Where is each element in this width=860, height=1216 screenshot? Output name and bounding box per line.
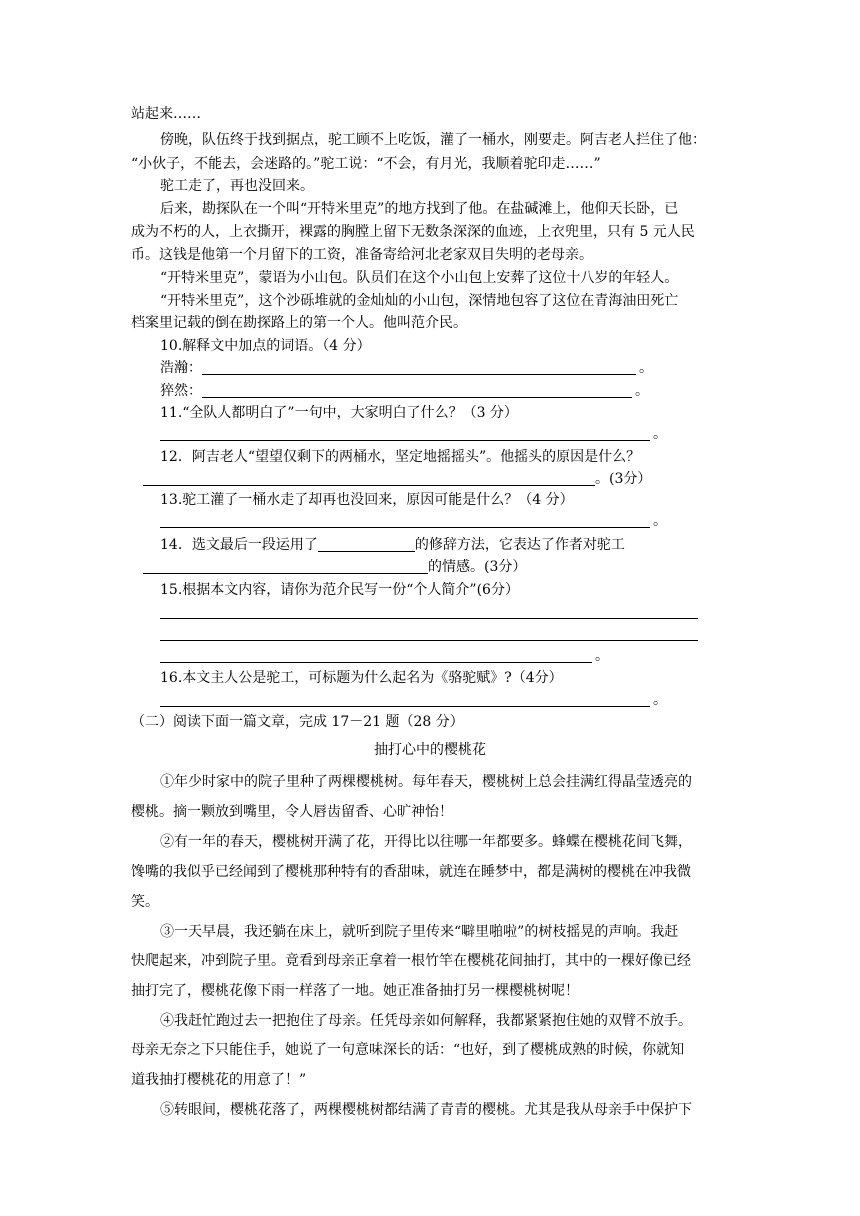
answer-blank[interactable] [160,692,650,707]
paragraph-line: 快爬起来，冲到院子里。竟看到母亲正拿着一根竹竿在樱桃花间抽打，其中的一棵好像已经 [131,953,691,969]
answer-blank[interactable] [143,559,428,574]
paragraph-line: 母亲无奈之下只能住手，她说了一句意味深长的话：“也好，到了樱桃成熟的时候，你就知 [131,1042,685,1058]
question-13: 13.驼工灌了一桶水走了却再也没回来，原因可能是什么？（4 分） [160,492,574,508]
question-15: 15.根据本文内容，请你为范介民写一份“个人简介”(6分） [160,582,519,598]
answer-label: 浩瀚： [160,360,202,376]
paragraph-line: ⑤转眼间，樱桃花落了，两棵樱桃树都结满了青青的樱桃。尤其是我从母亲手中保护下 [160,1102,692,1118]
paragraph-line: ①年少时家中的院子里种了两棵樱桃树。每年春天，樱桃树上总会挂满红得晶莹透亮的 [160,774,692,790]
question-15-answer: 。 [160,646,609,666]
answer-blank[interactable] [143,471,595,486]
story-line: 傍晚，队伍终于找到据点，驼工顾不上吃饭，灌了一桶水，刚要走。阿吉老人拦住了他： [160,132,706,148]
question-14-line2: 的情感。(3分） [143,557,526,577]
answer-blank[interactable] [160,604,698,619]
paragraph-line: ③一天早晨，我还躺在床上，就听到院子里传来“噼里啪啦”的树枝摇晃的声响。我赶 [160,924,679,940]
question-12-answer: 。(3分） [143,469,651,489]
answer-blank[interactable] [160,626,698,641]
answer-blank[interactable] [160,513,650,528]
answer-blank[interactable] [160,426,650,441]
paragraph-line: 笑。 [131,894,159,910]
story-line: “开特米里克”，蒙语为小山包。队员们在这个小山包上安葬了这位十八岁的年轻人。 [160,270,679,286]
answer-blank[interactable] [202,383,632,398]
story-line: “开特米里克”，这个沙砾堆就的金灿灿的小山包，深情地包容了这位在青海油田死亡 [160,293,679,309]
question-10a: 浩瀚： 。 [160,360,653,376]
story-line: 站起来…… [131,106,201,122]
question-10: 10.解释文中加点的词语。（4 分） [160,338,371,354]
question-15-answer [160,602,698,622]
answer-label: 猝然： [160,383,202,399]
paragraph-line: 樱桃。摘一颗放到嘴里，令人唇齿留香、心旷神怡！ [131,804,453,820]
paragraph-line: 抽打完了，樱桃花像下雨一样落了一地。她正准备抽打另一棵樱桃树呢！ [131,983,579,999]
paragraph-line: 道我抽打樱桃花的用意了！” [131,1072,307,1088]
story-line: 后来，勘探队在一个叫“开特米里克”的地方找到了他。在盐碱滩上，他仰天长卧，已 [160,201,679,217]
question-16: 16.本文主人公是驼工，可标题为什么起名为《骆驼赋》?（4分） [160,670,563,686]
question-10b: 猝然： 。 [160,383,649,399]
story-line: 成为不朽的人，上衣撕开，裸露的胸膛上留下无数条深深的血迹，上衣兜里，只有 5 元人民 [131,224,695,240]
question-16-answer: 。 [160,690,667,710]
answer-blank[interactable] [202,360,636,375]
story-line: 驼工走了，再也没回来。 [160,178,314,194]
story-line: 币。这钱是他第一个月留下的工资，准备寄给河北老家双目失明的老母亲。 [131,247,593,263]
question-12: 12．阿吉老人“望望仅剩下的两桶水，坚定地摇摇头”。他摇头的原因是什么？ [160,449,641,465]
question-11-answer: 。 [160,424,667,444]
article-title: 抽打心中的樱桃花 [374,742,486,758]
question-15-answer [160,624,698,644]
story-line: “小伙子，不能去，会迷路的。”驼工说：“不会，有月光，我顺着驼印走……” [131,156,601,172]
question-14: 14．选文最后一段运用了 的修辞方法，它表达了作者对驼工 [160,537,625,553]
paragraph-line: ②有一年的春天，樱桃树开满了花，开得比以往哪一年都要多。蜂蝶在樱桃花间飞舞， [160,834,692,850]
answer-blank[interactable] [160,648,592,663]
paragraph-line: ④我赶忙跑过去一把抱住了母亲。任凭母亲如何解释，我都紧紧抱住她的双臂不放手。 [160,1013,692,1029]
question-11: 11.“全队人都明白了”一句中，大家明白了什么？（3 分） [160,405,518,421]
section-heading: （二）阅读下面一篇文章，完成 17－21 题（28 分） [131,714,464,730]
story-line: 档案里记载的倒在勘探路上的第一个人。他叫范介民。 [131,315,467,331]
answer-blank[interactable] [318,537,415,552]
question-13-answer: 。 [160,511,667,531]
paragraph-line: 馋嘴的我似乎已经闻到了樱桃那种特有的香甜味，就连在睡梦中，都是满树的樱桃在冲我微 [131,864,691,880]
